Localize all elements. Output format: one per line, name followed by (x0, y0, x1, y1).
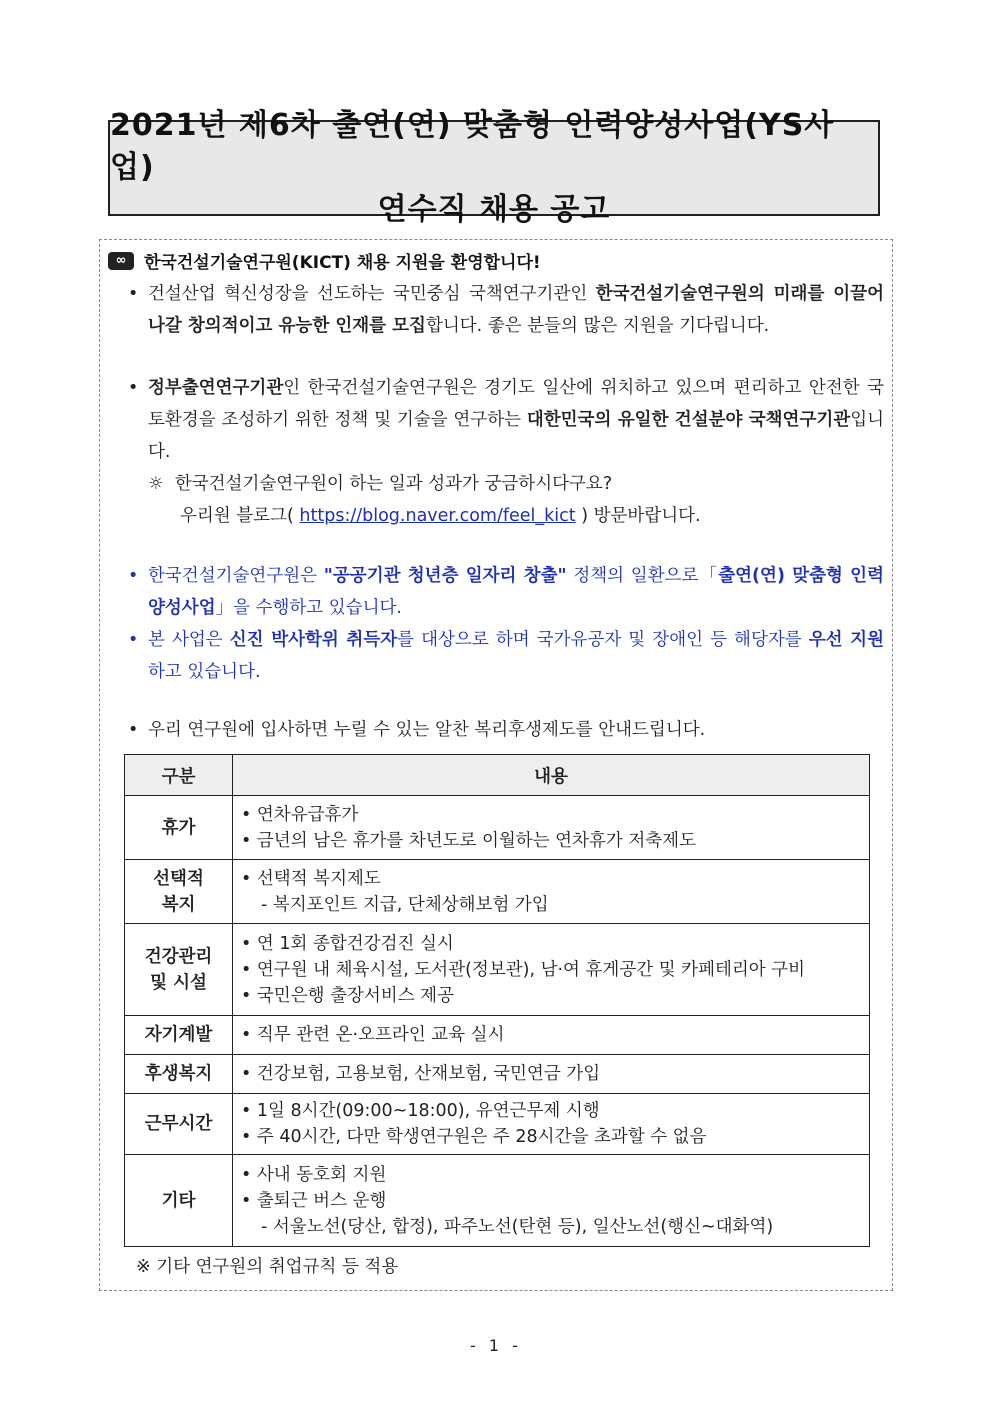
blog-link[interactable]: https://blog.naver.com/feel_kict (299, 506, 576, 526)
table-row: 자기계발 • 직무 관련 온·오프라인 교육 실시 (125, 1016, 870, 1055)
table-row: 후생복지 • 건강보험, 고용보험, 산재보험, 국민연금 가입 (125, 1055, 870, 1094)
table-row: 휴가 • 연차유급휴가 • 금년의 남은 휴가를 차년도로 이월하는 연차휴가 저축제도 (125, 796, 870, 860)
link-icon: ∞ (108, 252, 134, 270)
benefits-table (124, 754, 870, 1247)
table-row: 건강관리 및 시설 • 연 1회 종합건강검진 실시 • 연구원 내 체육시설, 도서관(정보관), 남·여 휴게공간 및 카페테리아 구비 • 국민은행 출장서비스 제공 (125, 924, 870, 1016)
paragraph-5: • 우리 연구원에 입사하면 누릴 수 있는 알찬 복리후생제도를 안내드립니다. (128, 720, 706, 740)
page-number: - 1 - (470, 1336, 522, 1355)
table-row: 선택적 복지 • 선택적 복지제도 - 복지포인트 지급, 단체상해보험 가입 (125, 860, 870, 924)
table-row: 근무시간 • 1일 8시간(09:00~18:00), 유연근무제 시행 • 주 40시간, 다만 학생연구원은 주 28시간을 초과할 수 없음 (125, 1094, 870, 1155)
blog-question: ☼ 한국건설기술연구원이 하는 일과 성과가 궁금하시다구요? (148, 474, 613, 494)
header-content: 내용 (233, 755, 870, 796)
title-line-2: 연수직 채용 공고 (377, 192, 611, 227)
table-row: 기타 • 사내 동호회 지원 • 출퇴근 버스 운행 - 서울노선(당산, 합정), 파주노선(탄현 등), 일산노선(행신~대화역) (125, 1155, 870, 1247)
intro-box (99, 239, 893, 1291)
paragraph-4: • 본 사업은 신진 박사학위 취득자를 대상으로 하며 국가유공자 및 장애인 등 해당자를 우선 지원 하고 있습니다. (128, 630, 884, 682)
title-line-1: 2021년 제6차 출연(연) 맞춤형 인력양성사업(YS사업) (110, 108, 835, 185)
title-box (108, 108, 880, 227)
footnote: ※ 기타 연구원의 취업규칙 등 적용 (136, 1257, 399, 1277)
blog-line: 우리원 블로그( https://blog.naver.com/feel_kict ) 방문바랍니다. (180, 506, 701, 526)
paragraph-2: • 정부출연연구기관인 한국건설기술연구원은 경기도 일산에 위치하고 있으며 편리하고 안전한 국토환경을 조성하기 위한 정책 및 기술을 연구하는 대한민국의 유일한 건설분야 국책연구기관입니다. (128, 378, 884, 462)
table-header-row (125, 755, 870, 796)
sun-icon: ☼ (148, 474, 164, 494)
paragraph-1: • 건설산업 혁신성장을 선도하는 국민중심 국책연구기관인 한국건설기술연구원의 미래를 이끌어 나갈 창의적이고 유능한 인재를 모집합니다. 좋은 분들의 많은 지원을 기다립니다. (128, 284, 884, 336)
intro-heading (108, 248, 541, 273)
header-category: 구분 (125, 755, 233, 796)
intro-heading-text: 한국건설기술연구원(KICT) 채용 지원을 환영합니다! (144, 253, 541, 273)
paragraph-3: • 한국건설기술연구원은 "공공기관 청년층 일자리 창출" 정책의 일환으로「출연(연) 맞춤형 인력양성사업」을 수행하고 있습니다. (128, 566, 884, 618)
